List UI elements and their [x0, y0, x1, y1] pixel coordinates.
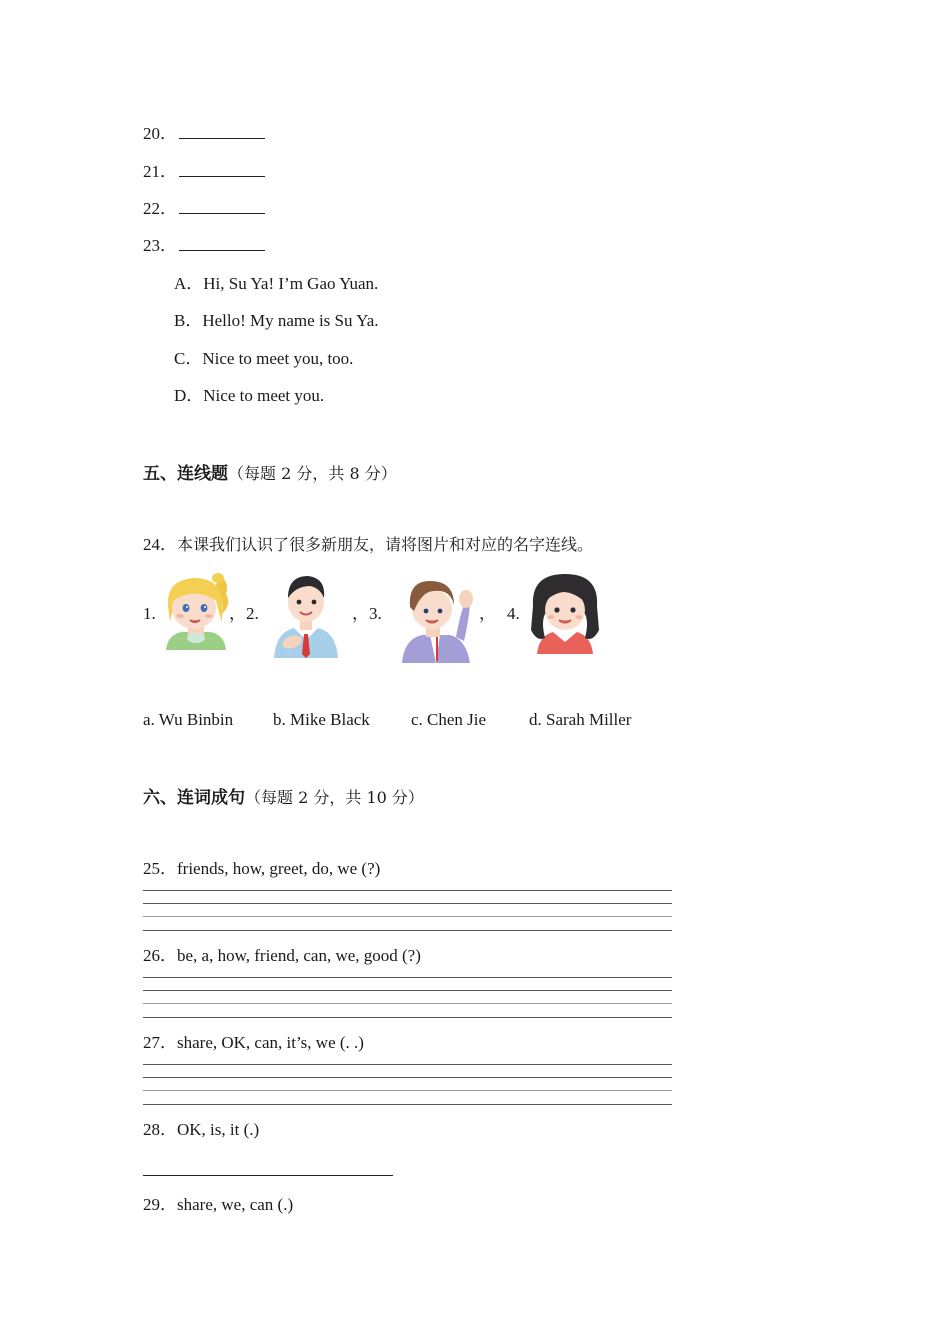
pic-label-comma: ， — [479, 604, 496, 623]
pic-label-2: ，2. — [229, 604, 259, 623]
writing-line[interactable] — [143, 1090, 672, 1091]
option-b: B．Hello! My name is Su Ya. — [174, 311, 379, 330]
question-25: 25．friends, how, greet, do, we (?) — [143, 859, 381, 878]
blank-line-21: 21． — [143, 161, 265, 183]
writing-line[interactable] — [143, 1003, 672, 1004]
blank-line-23: 23． — [143, 235, 265, 257]
blank-line-20: 20． — [143, 123, 265, 145]
writing-line[interactable] — [143, 1064, 672, 1065]
answer-blank[interactable] — [179, 199, 265, 214]
girl-blonde-illustration[interactable] — [160, 570, 232, 650]
pic-label-4: 4. — [507, 604, 520, 623]
answer-blank[interactable] — [179, 236, 265, 251]
writing-line[interactable] — [143, 1077, 672, 1078]
girl-black-hair-illustration[interactable] — [527, 570, 603, 654]
boy-waving-illustration[interactable] — [400, 575, 482, 663]
option-c: C．Nice to meet you, too. — [174, 349, 354, 368]
name-option-a: a. Wu Binbin — [143, 710, 234, 729]
writing-line[interactable] — [143, 916, 672, 917]
answer-blank[interactable] — [179, 124, 265, 139]
name-option-c: c. Chen Jie — [411, 710, 487, 729]
writing-line[interactable] — [143, 977, 672, 978]
question-28: 28．OK, is, it (.) — [143, 1120, 260, 1139]
question-24: 24．本课我们认识了很多新朋友，请将图片和对应的名字连线。 — [143, 535, 594, 554]
section-5-heading: 五、连线题（每题 2 分，共 8 分） — [143, 464, 397, 484]
writing-line[interactable] — [143, 990, 672, 991]
writing-line[interactable] — [143, 1104, 672, 1105]
writing-line[interactable] — [143, 1017, 672, 1018]
writing-line[interactable] — [143, 903, 672, 904]
question-27: 27．share, OK, can, it’s, we (. .) — [143, 1033, 364, 1052]
question-29: 29．share, we, can (.) — [143, 1195, 294, 1214]
writing-line[interactable] — [143, 890, 672, 891]
option-d: D．Nice to meet you. — [174, 386, 325, 405]
answer-line[interactable] — [143, 1175, 393, 1176]
section-6-heading: 六、连词成句（每题 2 分，共 10 分） — [143, 788, 424, 808]
blank-line-22: 22． — [143, 198, 265, 220]
pic-label-1: 1. — [143, 604, 156, 623]
answer-blank[interactable] — [179, 162, 265, 177]
name-option-b: b. Mike Black — [273, 710, 370, 729]
option-a: A．Hi, Su Ya! I’m Gao Yuan. — [174, 274, 379, 293]
question-26: 26．be, a, how, friend, can, we, good (?) — [143, 946, 421, 965]
writing-line[interactable] — [143, 930, 672, 931]
pic-label-3: ，3. — [352, 604, 382, 623]
boy-tie-illustration[interactable] — [270, 570, 342, 658]
name-option-d: d. Sarah Miller — [529, 710, 632, 729]
